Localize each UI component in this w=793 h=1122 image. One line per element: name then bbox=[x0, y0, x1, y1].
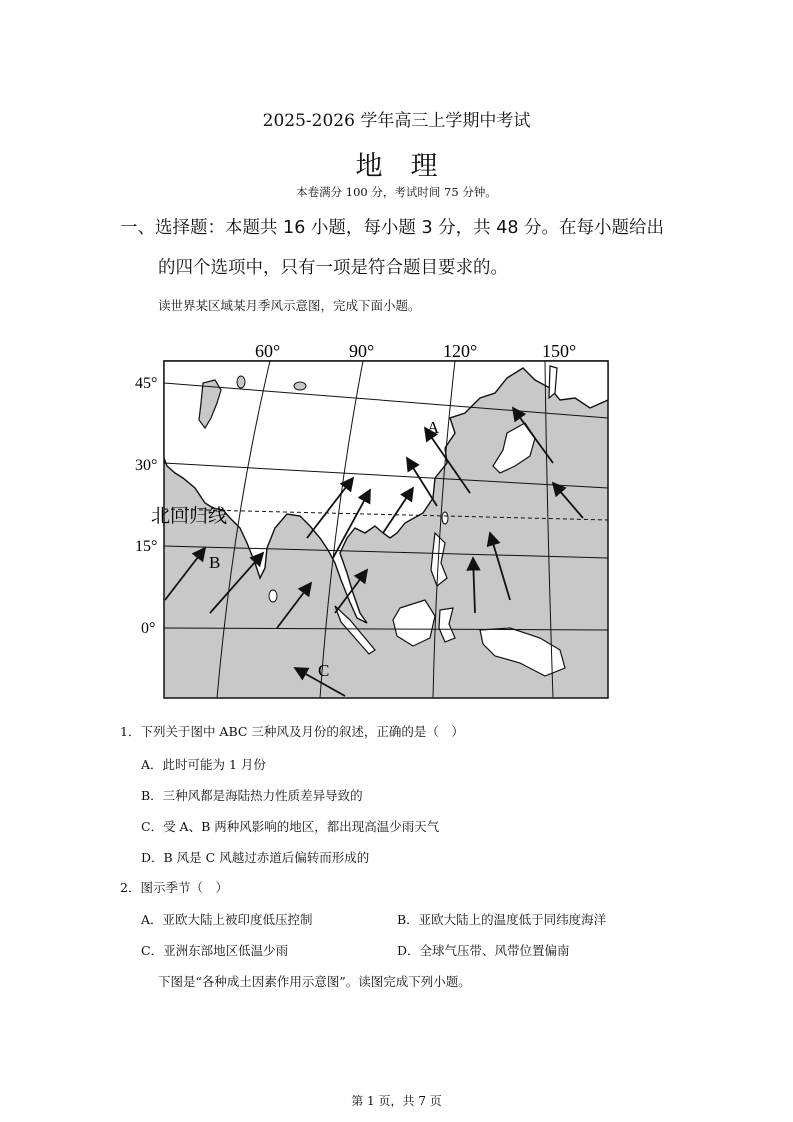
map-land-taiwan bbox=[442, 512, 448, 524]
exam-note: 本卷满分 100 分，考试时间 75 分钟。 bbox=[296, 185, 497, 199]
lat-label-45: 45° bbox=[135, 375, 158, 392]
q1-stem: 1．下列关于图中 ABC 三种风及月份的叙述，正确的是（ ） bbox=[120, 724, 464, 739]
wind-label-c: C bbox=[318, 661, 330, 680]
lon-label-90: 90° bbox=[349, 341, 375, 361]
page-footer: 第 1 页，共 7 页 bbox=[351, 1094, 442, 1108]
lat-label-15: 15° bbox=[135, 538, 158, 555]
section-heading-line-1: 一、选择题：本题共 16 小题，每小题 3 分，共 48 分。在每小题给出 bbox=[120, 218, 665, 238]
map-lake bbox=[237, 376, 245, 388]
lon-label-60: 60° bbox=[255, 341, 281, 361]
q2-stem: 2．图示季节（ ） bbox=[120, 880, 228, 895]
question-intro-2: 下图是“各种成土因素作用示意图”。读图完成下列小题。 bbox=[158, 974, 471, 989]
lon-label-120: 120° bbox=[443, 341, 478, 361]
subject-char-2: 理 bbox=[410, 151, 438, 182]
subject-title bbox=[0, 144, 793, 183]
q2-option-a: A．亚欧大陆上被印度低压控制 bbox=[141, 912, 313, 927]
q2-option-b: B．亚欧大陆上的温度低于同纬度海洋 bbox=[397, 912, 607, 927]
q1-option-d: D．B 风是 C 风越过赤道后偏转而形成的 bbox=[141, 850, 370, 865]
q1-option-a: A．此时可能为 1 月份 bbox=[141, 757, 266, 772]
monsoon-map bbox=[135, 338, 615, 700]
section-heading-line-2: 的四个选项中，只有一项是符合题目要求的。 bbox=[158, 258, 508, 278]
subject-char-1: 地 bbox=[355, 151, 383, 182]
wind-label-b: B bbox=[209, 553, 221, 572]
lat-label-0: 0° bbox=[141, 620, 156, 637]
wind-label-a: A bbox=[427, 418, 440, 437]
map-lake bbox=[294, 382, 306, 390]
map-land-sri-lanka bbox=[269, 590, 277, 602]
q1-option-c: C．受 A、B 两种风影响的地区，都出现高温少雨天气 bbox=[141, 819, 440, 834]
tropic-label: 北回归线 bbox=[151, 506, 228, 527]
exam-title: 2025-2026 学年高三上学期中考试 bbox=[262, 111, 531, 131]
q2-option-d: D．全球气压带、风带位置偏南 bbox=[397, 943, 570, 958]
q1-option-b: B．三种风都是海陆热力性质差异导致的 bbox=[141, 788, 363, 803]
question-intro: 读世界某区域某月季风示意图，完成下面小题。 bbox=[158, 298, 421, 313]
lat-label-30: 30° bbox=[135, 457, 158, 474]
q2-option-c: C．亚洲东部地区低温少雨 bbox=[141, 943, 289, 958]
lon-label-150: 150° bbox=[542, 341, 577, 361]
